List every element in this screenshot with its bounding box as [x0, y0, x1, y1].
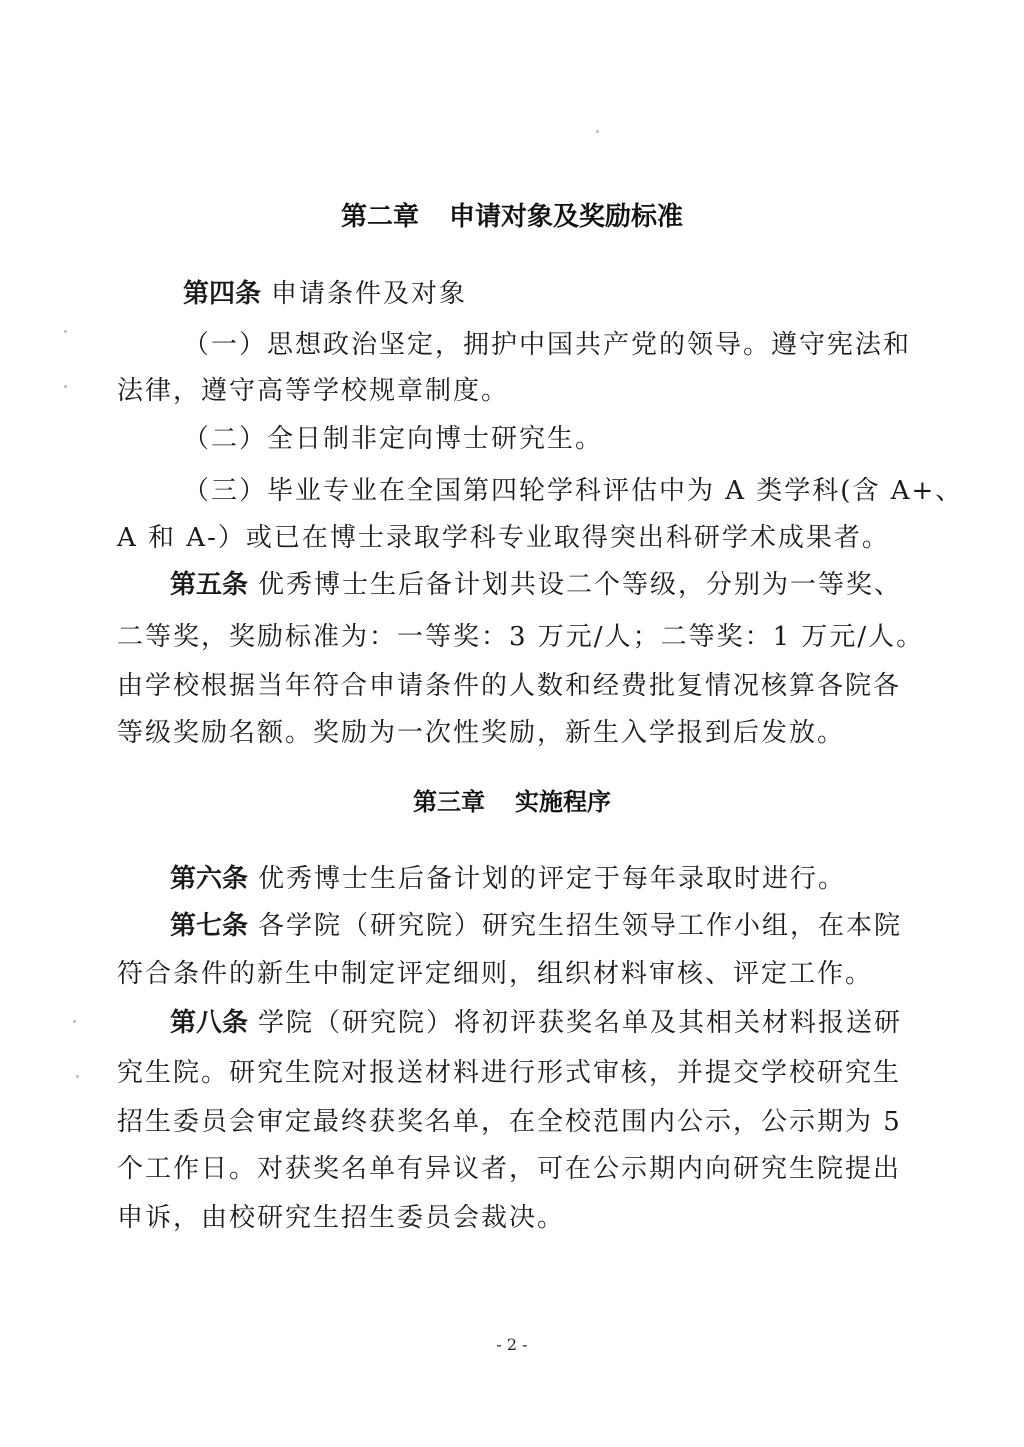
article-7-line-1 [170, 907, 950, 945]
article-8-line-1 [170, 1004, 950, 1042]
scan-speck [76, 1075, 79, 1078]
item-3-line-2: A 和 A-）或已在博士录取学科专业取得突出科研学术成果者。 [117, 523, 890, 553]
chapter-2-number: 第二章 [340, 202, 419, 232]
article-7-label: 第七条 [170, 911, 249, 941]
item-3-line-1: （三）毕业专业在全国第四轮学科评估中为 A 类学科(含 A+、 [183, 476, 964, 506]
scan-speck [73, 1020, 76, 1023]
chapter-2-heading [0, 196, 1024, 233]
chapter-3-title: 实施程序 [515, 788, 611, 816]
article-8-text-1: 学院（研究院）将初评获奖名单及其相关材料报送研 [258, 1008, 903, 1038]
chapter-2-title: 申请对象及奖励标准 [449, 202, 684, 232]
article-8-line-2: 究生院。研究生院对报送材料进行形式审核，并提交学校研究生 [117, 1058, 902, 1088]
item-1-line-2: 法律，遵守高等学校规章制度。 [117, 376, 510, 406]
scan-speck [596, 130, 599, 133]
article-5-text-1: 优秀博士生后备计划共设二个等级，分别为一等奖、 [258, 570, 903, 600]
article-8-line-4: 个工作日。对获奖名单有异议者，可在公示期内向研究生院提出 [117, 1154, 902, 1184]
article-5-line-4: 等级奖励名额。奖励为一次性奖励，新生入学报到后发放。 [117, 718, 846, 748]
scan-speck [64, 385, 67, 388]
article-4-text: 申请条件及对象 [271, 279, 468, 309]
article-4-label: 第四条 [183, 279, 262, 309]
article-8-label: 第八条 [170, 1008, 249, 1038]
article-6 [170, 860, 950, 898]
article-4 [183, 275, 963, 313]
chapter-3-heading [0, 782, 1024, 817]
article-5-line-1 [170, 566, 950, 604]
article-6-text: 优秀博士生后备计划的评定于每年录取时进行。 [258, 864, 847, 894]
article-6-label: 第六条 [170, 864, 249, 894]
article-8-line-3: 招生委员会审定最终获奖名单，在全校范围内公示，公示期为 5 [117, 1107, 902, 1137]
article-8-line-5: 申诉，由校研究生招生委员会裁决。 [117, 1203, 566, 1233]
item-1-line-1: （一）思想政治坚定，拥护中国共产党的领导。遵守宪法和 [183, 330, 912, 360]
article-5-line-2: 二等奖，奖励标准为：一等奖：3 万元/人；二等奖：1 万元/人。 [117, 622, 925, 652]
chapter-3-number: 第三章 [413, 788, 485, 816]
article-5-line-3: 由学校根据当年符合申请条件的人数和经费批复情况核算各院各 [117, 671, 902, 701]
item-2-line-1: （二）全日制非定向博士研究生。 [183, 424, 604, 454]
page-number: - 2 - [496, 1335, 528, 1354]
scan-speck [64, 330, 67, 333]
article-7-line-2: 符合条件的新生中制定评定细则，组织材料审核、评定工作。 [117, 959, 874, 989]
article-7-text-1: 各学院（研究院）研究生招生领导工作小组，在本院 [258, 911, 903, 941]
article-5-label: 第五条 [170, 570, 249, 600]
